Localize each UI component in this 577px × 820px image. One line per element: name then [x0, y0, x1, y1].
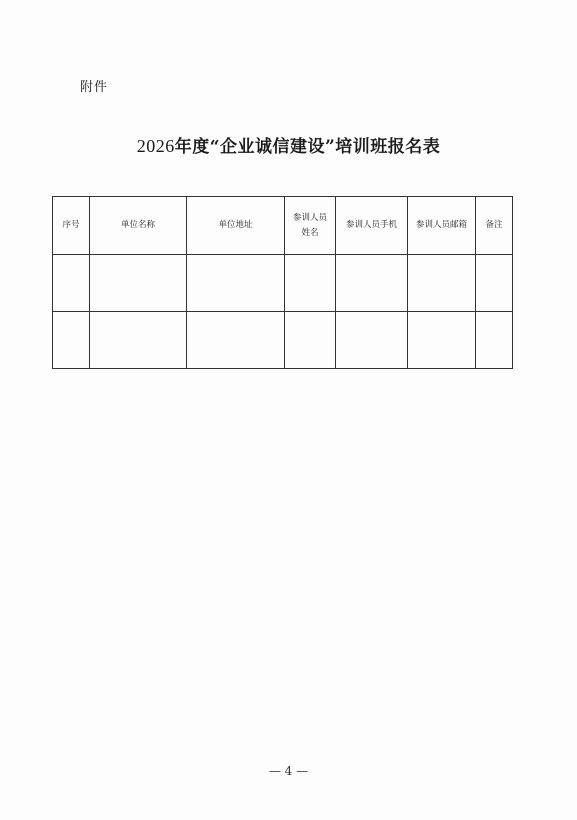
table-cell[interactable]	[285, 312, 336, 369]
table-cell[interactable]	[53, 255, 90, 312]
table-row	[53, 312, 513, 369]
table-cell[interactable]	[408, 255, 476, 312]
header-trainee-name	[285, 197, 336, 255]
table-cell[interactable]	[285, 255, 336, 312]
table-cell[interactable]	[187, 312, 285, 369]
table-cell[interactable]	[336, 312, 408, 369]
header-unit-name: 单位名称	[90, 197, 187, 255]
header-trainee-name-line2: 姓名	[301, 227, 319, 238]
header-trainee-name-line1: 参训人员	[292, 212, 327, 223]
table-cell[interactable]	[476, 255, 513, 312]
header-trainee-phone: 参训人员手机	[336, 197, 408, 255]
table-cell[interactable]	[187, 255, 285, 312]
table-cell[interactable]	[90, 312, 187, 369]
table-row	[53, 255, 513, 312]
table-cell[interactable]	[408, 312, 476, 369]
header-trainee-email: 参训人员邮箱	[408, 197, 476, 255]
table-cell[interactable]	[53, 312, 90, 369]
title-text: 年度“企业诚信建设”培训班报名表	[174, 137, 441, 157]
header-index: 序号	[53, 197, 90, 255]
table-cell[interactable]	[476, 312, 513, 369]
title-year: 2026	[136, 136, 175, 156]
header-remarks: 备注	[476, 197, 513, 255]
table-cell[interactable]	[336, 255, 408, 312]
attachment-label: 附件	[80, 80, 109, 95]
document-title	[0, 132, 577, 157]
table-header-row	[53, 197, 513, 255]
header-unit-address: 单位地址	[187, 197, 285, 255]
page-number: — 4 —	[268, 764, 309, 778]
table-cell[interactable]	[90, 255, 187, 312]
registration-table	[52, 196, 513, 369]
